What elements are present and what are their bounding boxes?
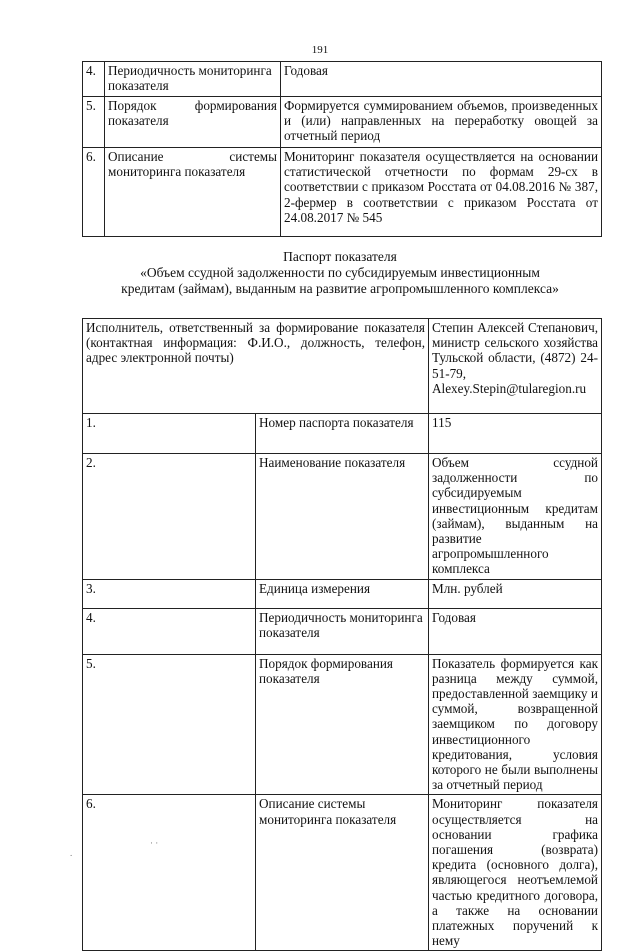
row-label: Порядок формирования показателя [105,97,281,148]
row-label: Описание системы мониторинга показателя [256,795,429,951]
table-row [83,414,602,454]
row-value: Объем ссудной задолженности по субсидируемым инвестиционным кредитам (займам), выданным на развитие агропромышленного комплекса [429,454,602,580]
row-number: 1. [83,414,256,454]
table-row [83,148,602,237]
row-number: 5. [83,654,256,795]
passport-title: Паспорт показателя [283,249,397,264]
table-row [83,319,602,414]
row-value: Млн. рублей [429,579,602,608]
indicator-table-continued [82,61,602,237]
table-row [83,454,602,580]
row-number: 2. [83,454,256,580]
row-label: Наименование показателя [256,454,429,580]
row-number: 6. [83,148,105,237]
row-number: 4. [83,62,105,97]
row-number: 6. [83,795,256,951]
table-row [83,654,602,795]
row-label: Единица измерения [256,579,429,608]
scan-speck: · · [150,838,159,848]
table-row [83,62,602,97]
row-value: Годовая [281,62,602,97]
row-value: Мониторинг показателя осуществляется на основании графика погашения (возврата) кредита (основного долга), являющегося неотъемлемой частью кредитного договора, а также на основании платежных поручений к нему [429,795,602,951]
executor-label: Исполнитель, ответственный за формирование показателя (контактная информация: Ф.И.О., должность, телефон, адрес электронной почты) [83,319,429,414]
row-value: Показатель формируется как разница между суммой, предоставленной заемщику и суммой, возвращенной заемщиком по договору инвестиционного кредитования, условия которого не были выполнены за отчетный период [429,654,602,795]
passport-heading [80,249,600,297]
row-value: 115 [429,414,602,454]
table-row [83,579,602,608]
table-row [83,97,602,148]
indicator-name-line-2: кредитам (займам), выданным на развитие агропромышленного комплекса» [121,281,559,296]
row-number: 5. [83,97,105,148]
indicator-name-line-1: «Объем ссудной задолженности по субсидируемым инвестиционным [140,265,540,280]
table-row [83,608,602,654]
scan-speck: . [70,848,73,858]
row-number: 4. [83,608,256,654]
page-number: 191 [311,44,329,56]
row-label: Описание системы мониторинга показателя [105,148,281,237]
table-row [83,795,602,951]
row-value: Мониторинг показателя осуществляется на основании статистической отчетности по формам 29-сх в соответствии с приказом Росстата от 04.08.2016 № 387, 2-фермер в соответствии с приказом Росстата от 24.08.2017 № 545 [281,148,602,237]
row-value: Годовая [429,608,602,654]
row-label: Порядок формирования показателя [256,654,429,795]
row-value: Формируется суммированием объемов, произведенных и (или) направленных на переработку овощей за отчетный период [281,97,602,148]
row-label: Периодичность мониторинга показателя [256,608,429,654]
executor-value: Степин Алексей Степанович, министр сельского хозяйства Тульской области, (4872) 24-51-79, Alexey.Stepin@tularegion.ru [429,319,602,414]
row-label: Периодичность мониторинга показателя [105,62,281,97]
row-label: Номер паспорта показателя [256,414,429,454]
row-number: 3. [83,579,256,608]
indicator-passport-table [82,318,602,951]
